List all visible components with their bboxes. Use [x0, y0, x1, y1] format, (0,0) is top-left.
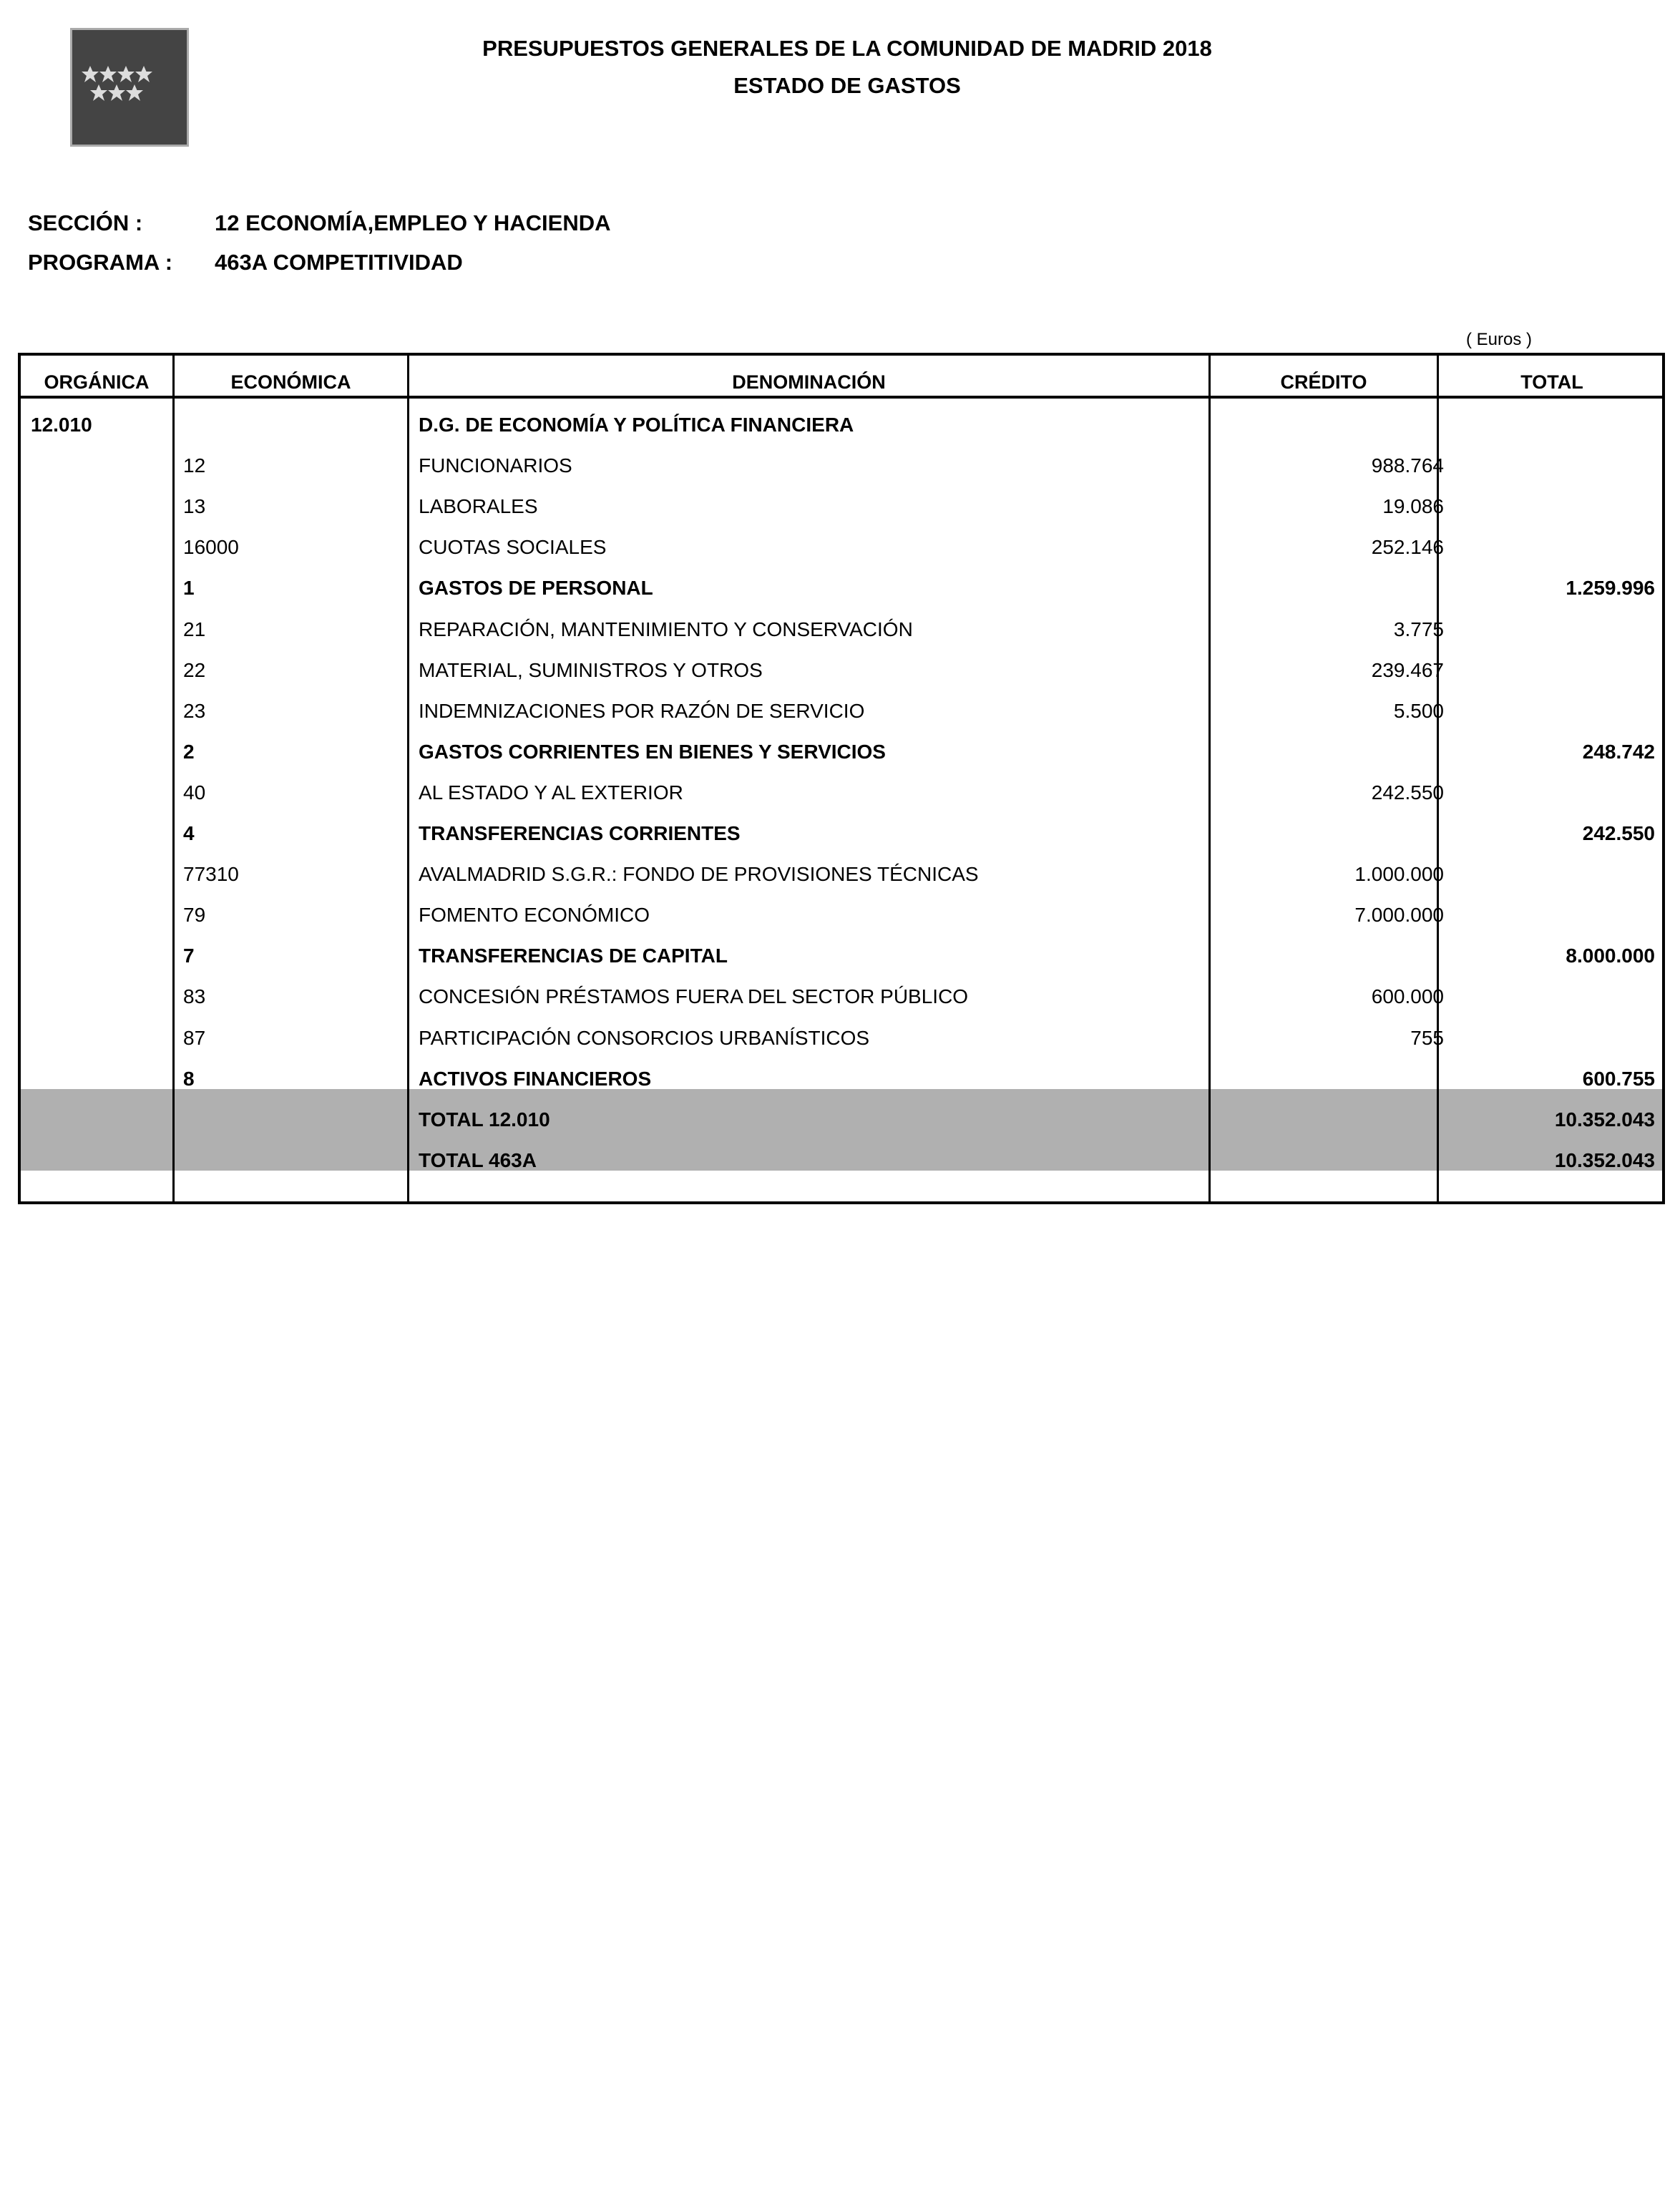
table-row — [21, 650, 1662, 691]
credito-cell: 239.467 — [1371, 658, 1444, 681]
table-row — [21, 1059, 1662, 1100]
total-cell: 1.259.996 — [1566, 577, 1655, 600]
economica-cell: 12 — [183, 454, 206, 477]
table-row — [21, 854, 1662, 895]
table-row — [21, 936, 1662, 977]
credito-cell: 1.000.000 — [1354, 863, 1444, 886]
organica-cell: 12.010 — [31, 414, 92, 436]
credito-cell: 755 — [1410, 1026, 1444, 1049]
denominacion-cell: GASTOS DE PERSONAL — [419, 577, 653, 600]
credito-cell: 600.000 — [1371, 985, 1444, 1008]
table-row — [21, 527, 1662, 568]
denominacion-cell: LABORALES — [419, 495, 538, 518]
denominacion-cell: TOTAL 12.010 — [419, 1108, 550, 1131]
denominacion-cell: PARTICIPACIÓN CONSORCIOS URBANÍSTICOS — [419, 1026, 870, 1049]
table-row — [21, 1141, 1662, 1181]
economica-cell: 1 — [183, 577, 195, 600]
credito-cell: 7.000.000 — [1354, 904, 1444, 927]
column-header-organica: ORGÁNICA — [44, 371, 150, 393]
economica-cell: 23 — [183, 699, 206, 722]
total-cell: 600.755 — [1582, 1067, 1655, 1090]
total-cell: 242.550 — [1582, 822, 1655, 844]
programa-label: PROGRAMA : — [28, 250, 173, 275]
denominacion-cell: FUNCIONARIOS — [419, 454, 572, 477]
table-row — [21, 1018, 1662, 1059]
table-row — [21, 691, 1662, 732]
economica-cell: 40 — [183, 781, 206, 804]
table-row — [21, 568, 1662, 609]
economica-cell: 13 — [183, 495, 206, 518]
credito-cell: 242.550 — [1371, 781, 1444, 804]
table-row — [21, 732, 1662, 773]
document-title: PRESUPUESTOS GENERALES DE LA COMUNIDAD DE MADRID 2018 — [482, 36, 1212, 61]
economica-cell: 22 — [183, 658, 206, 681]
denominacion-cell: MATERIAL, SUMINISTROS Y OTROS — [419, 658, 763, 681]
units-label: ( Euros ) — [1465, 330, 1532, 349]
economica-cell: 83 — [183, 985, 206, 1008]
programa-value: 463A COMPETITIVIDAD — [215, 250, 463, 275]
table-row — [21, 1100, 1662, 1141]
denominacion-cell: TOTAL 463A — [419, 1148, 537, 1171]
column-header-denominacion: DENOMINACIÓN — [732, 371, 886, 393]
denominacion-cell: TRANSFERENCIAS DE CAPITAL — [419, 945, 728, 967]
total-cell: 10.352.043 — [1554, 1108, 1655, 1131]
denominacion-cell: CONCESIÓN PRÉSTAMOS FUERA DEL SECTOR PÚBLICO — [419, 985, 969, 1008]
credito-cell: 988.764 — [1371, 454, 1444, 477]
economica-cell: 7 — [183, 945, 195, 967]
total-cell: 10.352.043 — [1554, 1148, 1655, 1171]
credito-cell: 19.086 — [1382, 495, 1444, 518]
document-subtitle: ESTADO DE GASTOS — [733, 73, 961, 98]
total-cell: 8.000.000 — [1566, 945, 1655, 967]
denominacion-cell: TRANSFERENCIAS CORRIENTES — [419, 822, 741, 844]
table-row — [21, 487, 1662, 527]
column-header-economica: ECONÓMICA — [230, 371, 351, 393]
denominacion-cell: ACTIVOS FINANCIEROS — [419, 1067, 652, 1090]
denominacion-cell: REPARACIÓN, MANTENIMIENTO Y CONSERVACIÓN — [419, 618, 913, 640]
economica-cell: 79 — [183, 904, 206, 927]
table-row — [21, 977, 1662, 1017]
denominacion-cell: GASTOS CORRIENTES EN BIENES Y SERVICIOS — [419, 740, 886, 763]
economica-cell: 8 — [183, 1067, 195, 1090]
economica-cell: 16000 — [183, 536, 239, 559]
denominacion-cell: AL ESTADO Y AL EXTERIOR — [419, 781, 683, 804]
denominacion-cell: CUOTAS SOCIALES — [419, 536, 607, 559]
seccion-label: SECCIÓN : — [28, 210, 143, 235]
economica-cell: 2 — [183, 740, 195, 763]
credito-cell: 3.775 — [1393, 618, 1444, 640]
economica-cell: 4 — [183, 822, 195, 844]
denominacion-cell: FOMENTO ECONÓMICO — [419, 904, 650, 927]
economica-cell: 87 — [183, 1026, 206, 1049]
denominacion-cell: D.G. DE ECONOMÍA Y POLÍTICA FINANCIERA — [419, 414, 854, 436]
credito-cell: 252.146 — [1371, 536, 1444, 559]
header-divider — [21, 396, 1662, 399]
table-row — [21, 610, 1662, 650]
total-cell: 248.742 — [1582, 740, 1655, 763]
table-row — [21, 773, 1662, 814]
denominacion-cell: INDEMNIZACIONES POR RAZÓN DE SERVICIO — [419, 699, 865, 722]
budget-table — [18, 353, 1665, 1204]
denominacion-cell: AVALMADRID S.G.R.: FONDO DE PROVISIONES TÉCNICAS — [419, 863, 979, 886]
column-header-total: TOTAL — [1520, 371, 1583, 393]
credito-cell: 5.500 — [1393, 699, 1444, 722]
seccion-value: 12 ECONOMÍA,EMPLEO Y HACIENDA — [215, 210, 611, 235]
table-row — [21, 405, 1662, 446]
table-row — [21, 895, 1662, 936]
economica-cell: 21 — [183, 618, 206, 640]
table-row — [21, 446, 1662, 487]
economica-cell: 77310 — [183, 863, 239, 886]
column-header-credito: CRÉDITO — [1280, 371, 1367, 393]
table-row — [21, 814, 1662, 854]
